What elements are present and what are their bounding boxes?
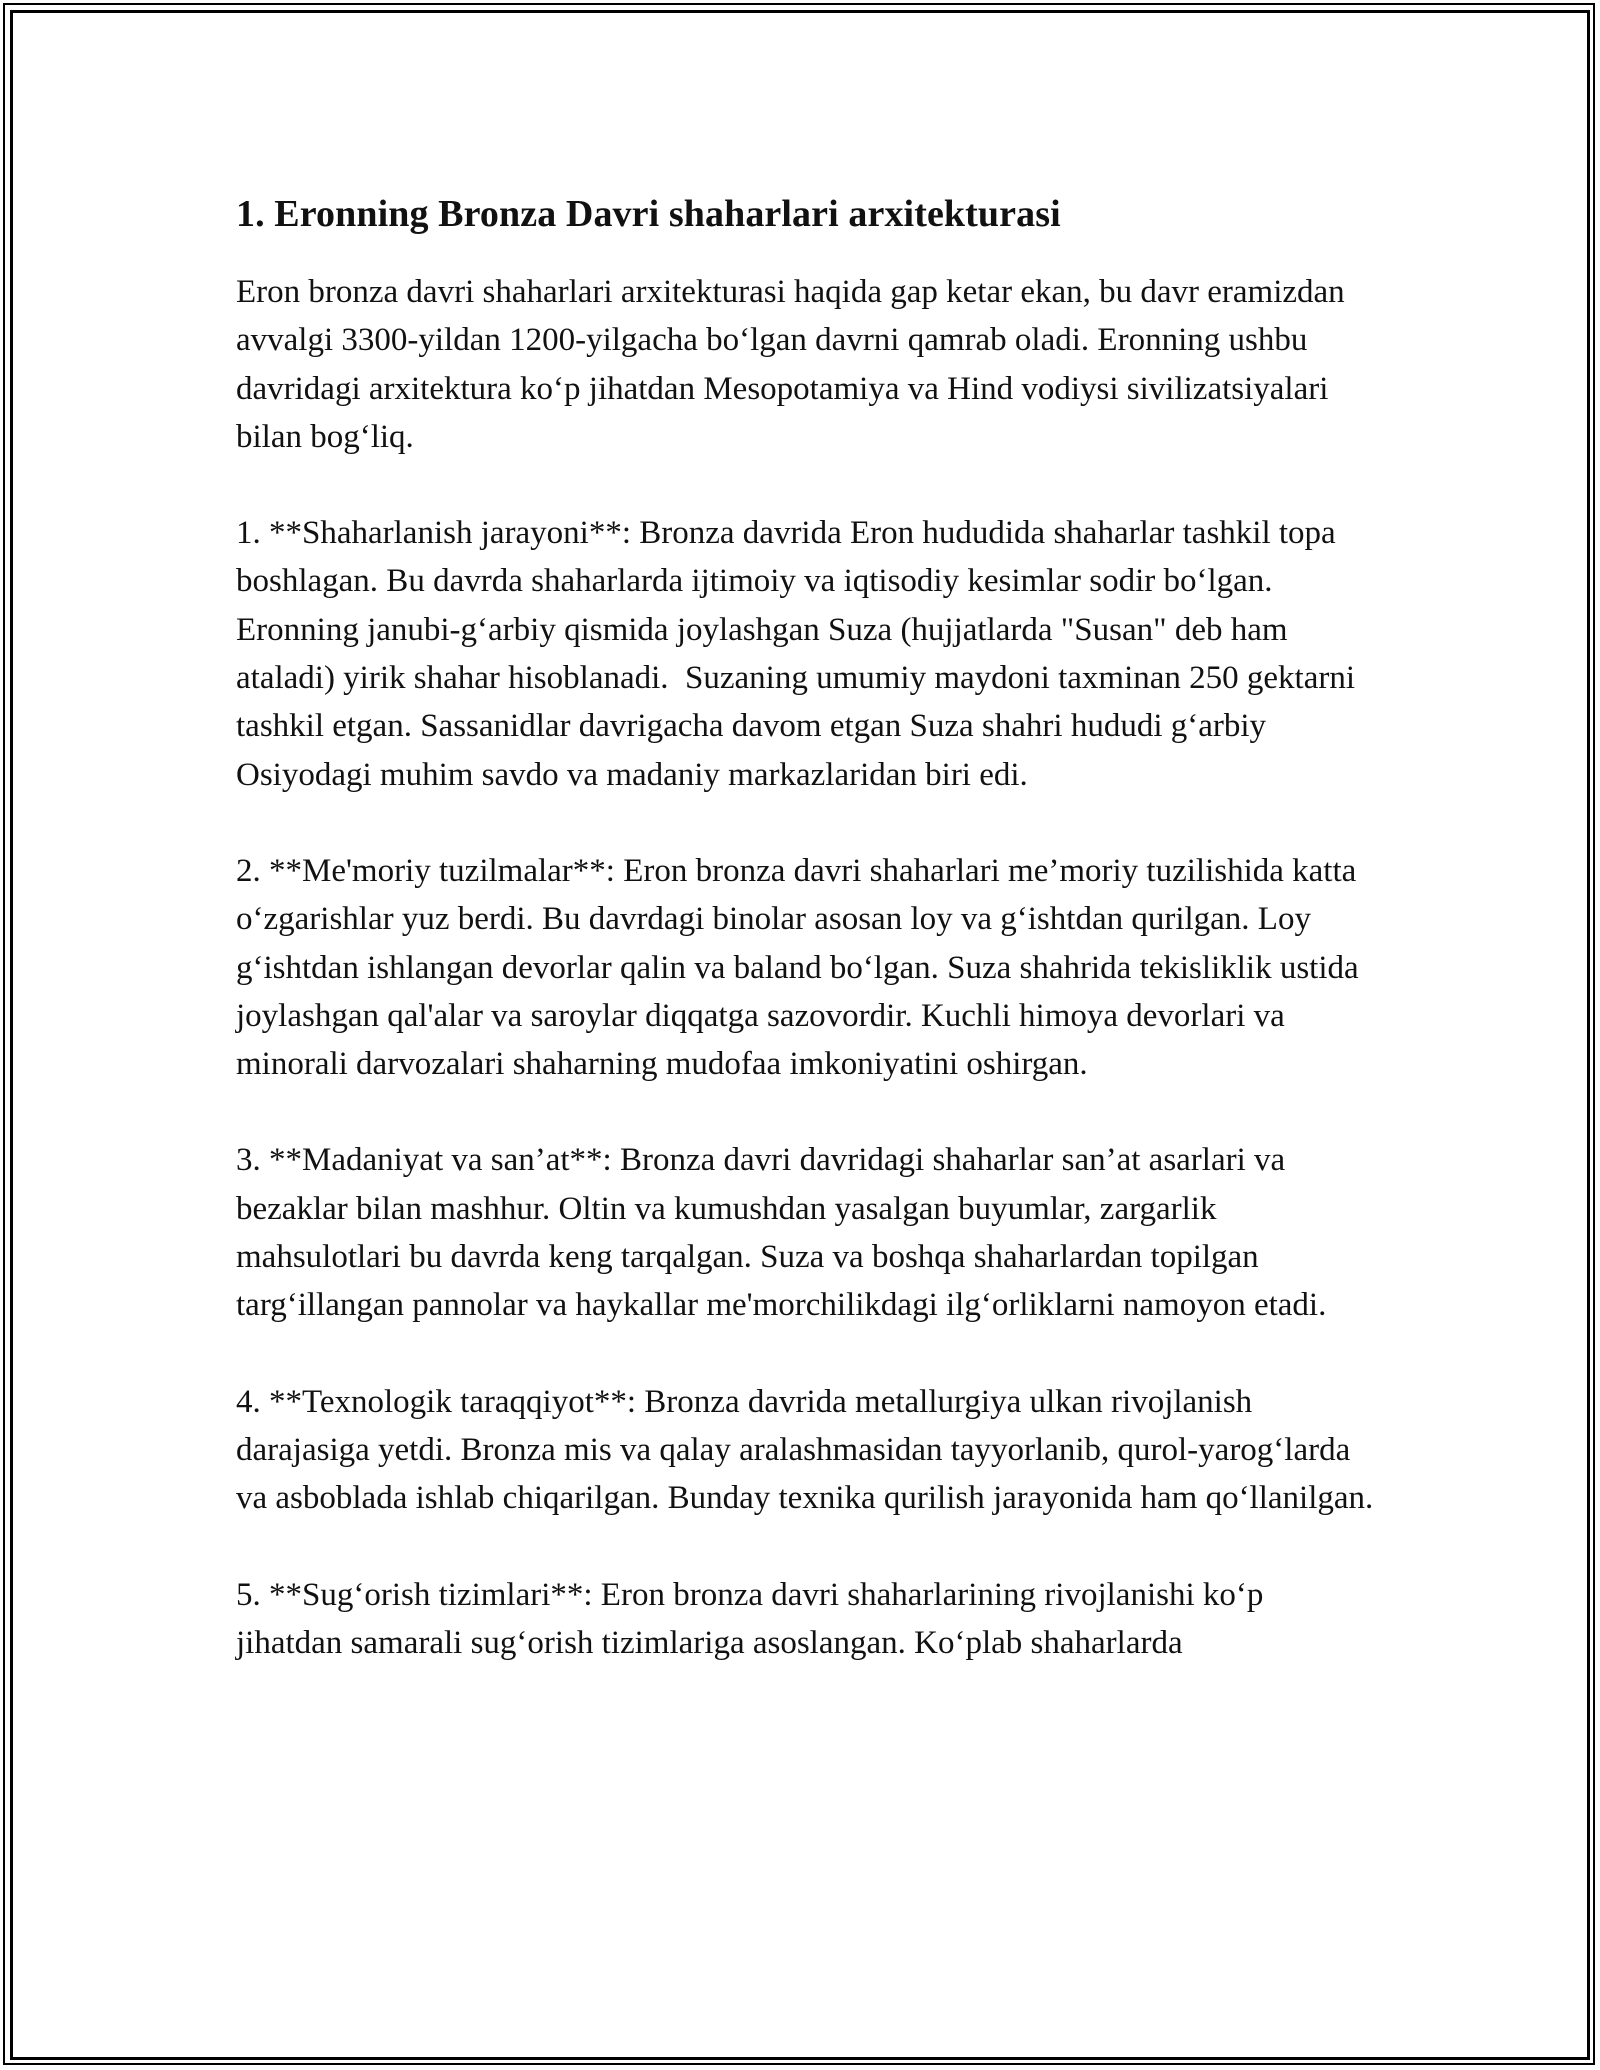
document-body bbox=[236, 185, 1376, 1667]
paragraph-technology: 4. **Texnologik taraqqiyot**: Bronza davrida metallurgiya ulkan rivojlanish darajasiga yetdi. Bronza mis va qalay aralashmasidan tayyorlanib, qurol-yarog‘larda va asboblada ishlab chiqarilgan. Bunday texnika qurilish jarayonida ham qo‘llanilgan. bbox=[236, 1383, 1374, 1517]
paragraph-urbanization: 1. **Shaharlanish jarayoni**: Bronza davrida Eron hududida shaharlar tashkil topa boshlagan. Bu davrda shaharlarda ijtimoiy va iqtisodiy kesimlar sodir bo‘lgan. Eronning janubi-g‘arbiy qismida joylashgan Suza (hujjatlarda "Susan" deb ham ataladi) yirik shahar hisoblanadi. Suzaning umumiy maydoni taxminan 250 gektarni tashkil etgan. Sassanidlar davrigacha davom etgan Suza shahri hududi g‘arbiy Osiyodagi muhim savdo va madaniy markazlaridan biri edi. bbox=[236, 515, 1364, 793]
paragraph-culture-art: 3. **Madaniyat va san’at**: Bronza davri davridagi shaharlar san’at asarlari va bezaklar bilan mashhur. Oltin va kumushdan yasalgan buyumlar, zargarlik mahsulotlari bu davrda keng tarqalgan. Suza va boshqa shaharlardan topilgan targ‘illangan pannolar va haykallar me'morchilikdagi ilg‘orliklarni namoyon etadi. bbox=[236, 1142, 1327, 1324]
paragraph-irrigation: 5. **Sug‘orish tizimlari**: Eron bronza davri shaharlarining rivojlanishi ko‘p jihatdan samarali sug‘orish tizimlariga asoslangan. Ko‘plab shaharlarda bbox=[236, 1576, 1272, 1661]
intro-paragraph: Eron bronza davri shaharlari arxitekturasi haqida gap ketar ekan, bu davr eramizdan avvalgi 3300-yildan 1200-yilgacha bo‘lgan davrni qamrab oladi. Eronning ushbu davridagi arxitektura ko‘p jihatdan Mesopotamiya va Hind vodiysi sivilizatsiyalari bilan bog‘liq. bbox=[236, 274, 1353, 455]
document-title: 1. Eronning Bronza Davri shaharlari arxitekturasi bbox=[236, 193, 1061, 235]
paragraph-architecture: 2. **Me'moriy tuzilmalar**: Eron bronza davri shaharlari me’moriy tuzilishida katta o‘zgarishlar yuz berdi. Bu davrdagi binolar asosan loy va g‘ishtdan qurilgan. Loy g‘ishtdan ishlangan devorlar qalin va baland bo‘lgan. Suza shahrida tekisliklik ustida joylashgan qal'alar va saroylar diqqatga sazovordir. Kuchli himoya devorlari va minorali darvozalari shaharning mudofaa imkoniyatini oshirgan. bbox=[236, 852, 1367, 1083]
